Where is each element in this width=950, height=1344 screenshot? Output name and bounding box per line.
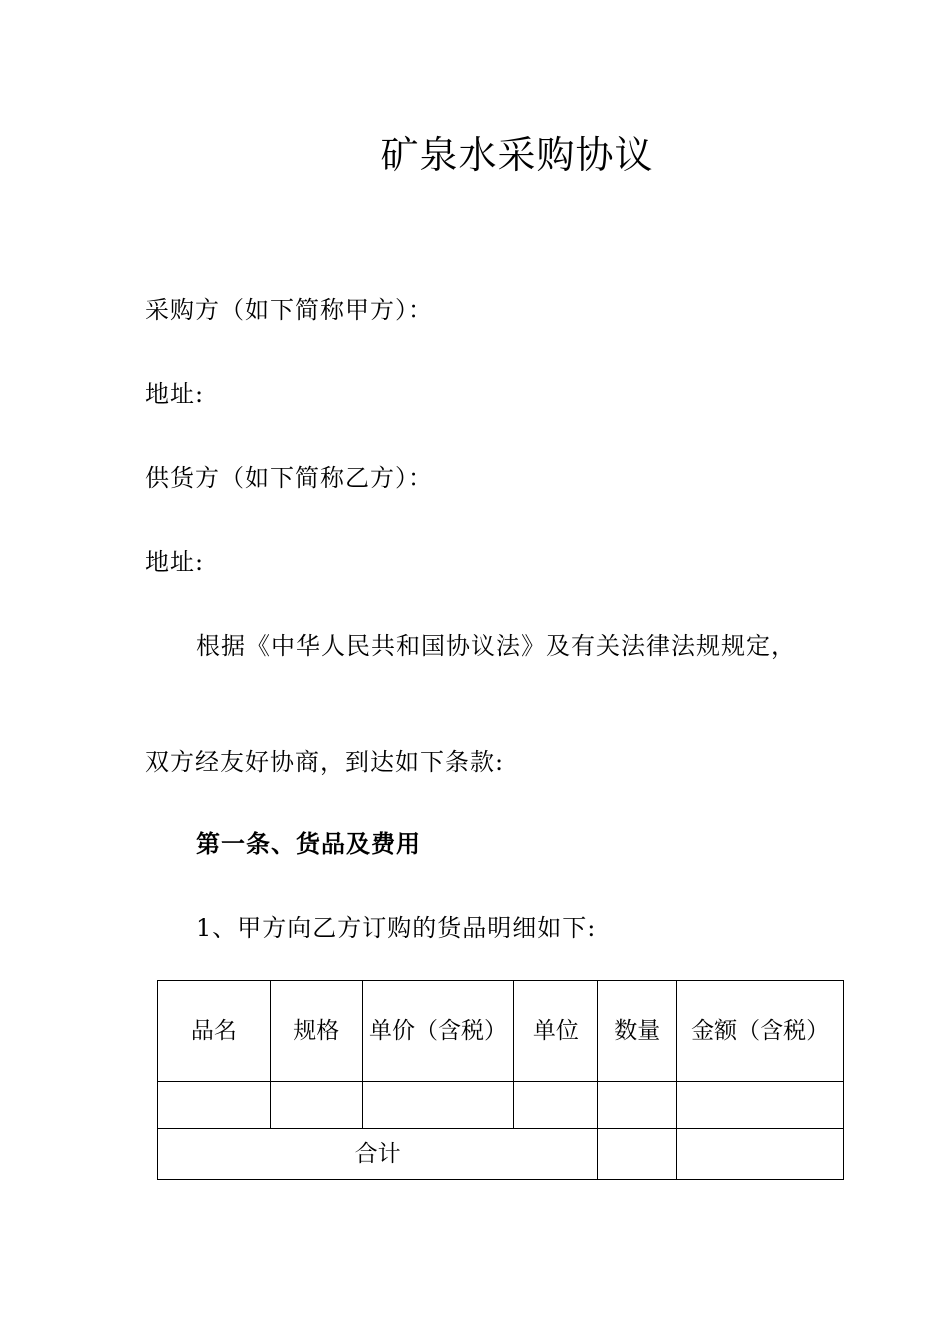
table-header-row (158, 981, 844, 1082)
article-1-heading: 第一条、货品及费用 (196, 830, 421, 858)
header-product-name: 品名 (158, 981, 271, 1082)
table-cell (362, 1082, 514, 1129)
header-amount: 金额（含税） (677, 981, 844, 1082)
buyer-address-label: 地址: (145, 380, 205, 408)
supplier-address-label: 地址: (145, 548, 205, 576)
header-quantity: 数量 (598, 981, 677, 1082)
table-cell (514, 1082, 598, 1129)
header-unit-price: 单价（含税） (362, 981, 514, 1082)
table-cell (270, 1082, 362, 1129)
goods-table (157, 980, 844, 1180)
total-amount-cell (677, 1129, 844, 1180)
table-total-row (158, 1129, 844, 1180)
header-unit: 单位 (514, 981, 598, 1082)
table-cell (598, 1082, 677, 1129)
table-cell (158, 1082, 271, 1129)
total-quantity-cell (598, 1129, 677, 1180)
document-title: 矿泉水采购协议 (380, 133, 654, 177)
preamble-line-2: 双方经友好协商，到达如下条款: (145, 748, 505, 776)
header-specification: 规格 (270, 981, 362, 1082)
table-cell (677, 1082, 844, 1129)
supplier-label: 供货方（如下简称乙方）： (145, 464, 433, 492)
buyer-label: 采购方（如下简称甲方）： (145, 296, 433, 324)
article-1-item-1: 1、甲方向乙方订购的货品明细如下: (196, 914, 597, 942)
total-label: 合计 (158, 1129, 598, 1180)
preamble-line-1: 根据《中华人民共和国协议法》及有关法律法规规定， (196, 632, 796, 660)
table-row (158, 1082, 844, 1129)
